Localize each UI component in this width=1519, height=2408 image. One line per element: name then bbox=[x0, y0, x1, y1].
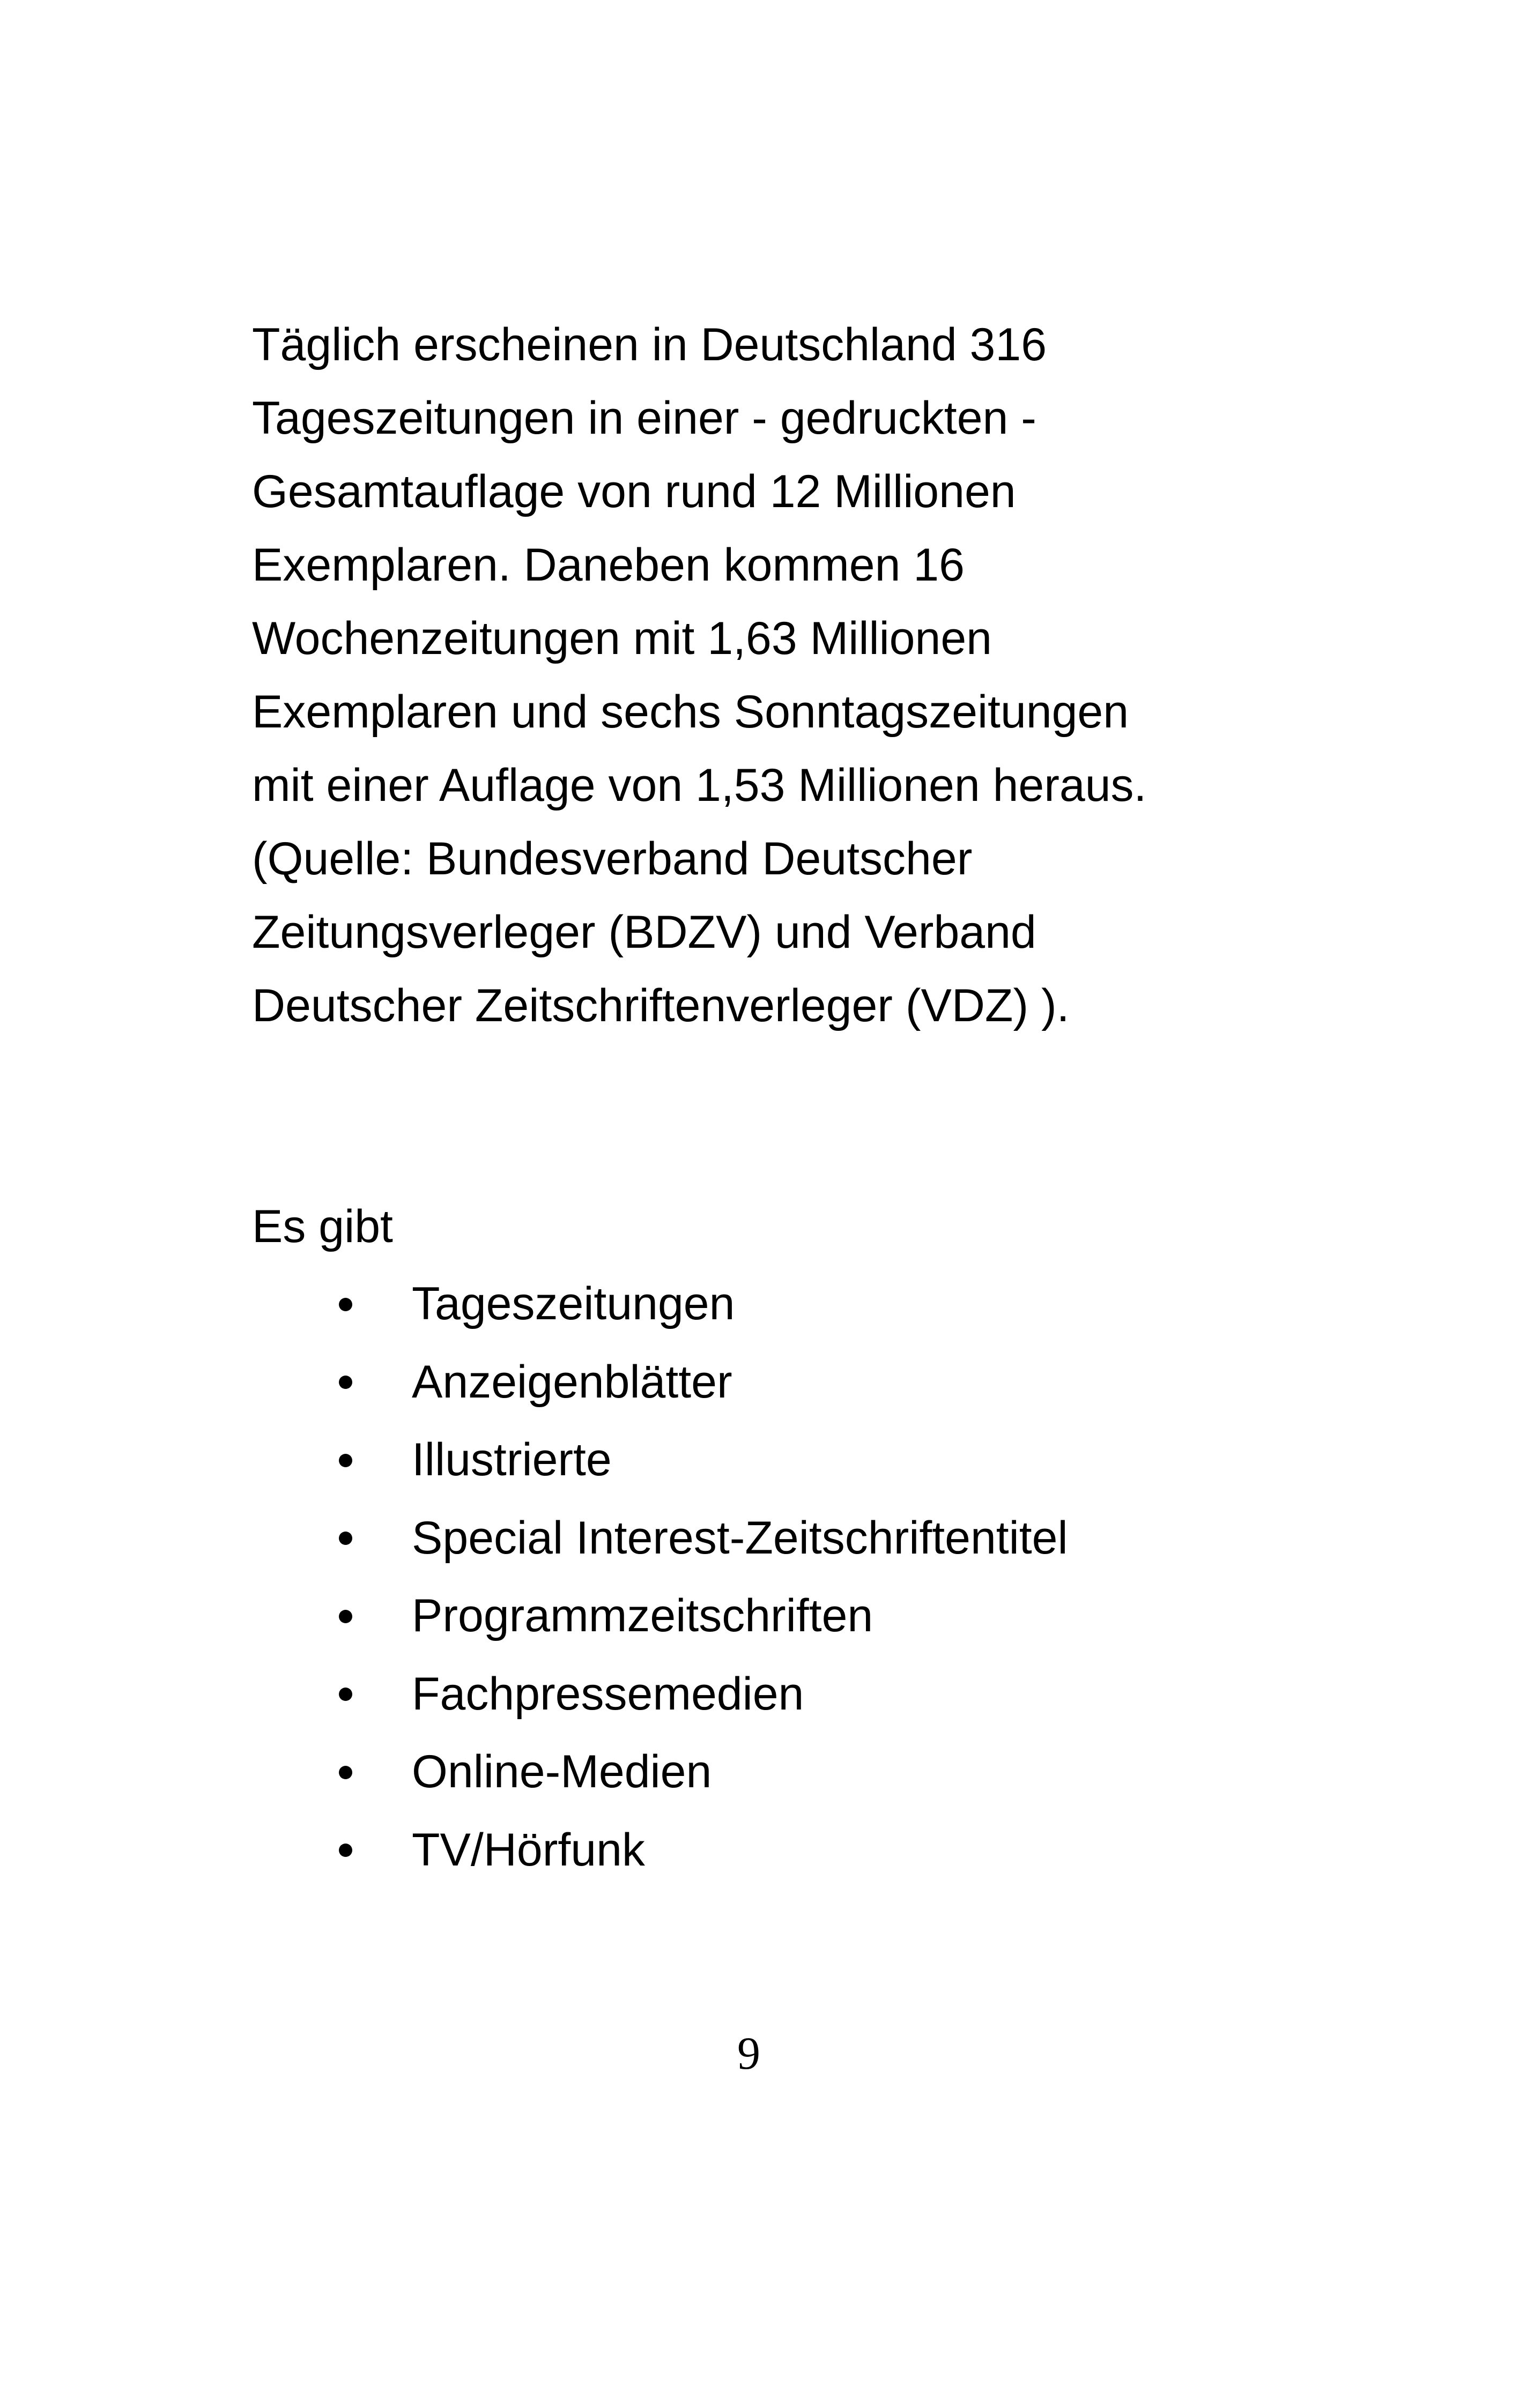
paragraph-line: Deutscher Zeitschriftenverleger (VDZ) ). bbox=[252, 980, 1070, 1031]
list-item-label: Tageszeitungen bbox=[412, 1278, 735, 1329]
body-paragraph bbox=[252, 308, 1324, 1043]
list-item bbox=[252, 1811, 1068, 1890]
bullet-icon bbox=[339, 1532, 352, 1545]
paragraph-line: Exemplaren. Daneben kommen 16 bbox=[252, 539, 965, 591]
list-item bbox=[252, 1733, 1068, 1811]
bullet-icon bbox=[339, 1766, 352, 1779]
list-item-label: Anzeigenblätter bbox=[412, 1356, 732, 1408]
paragraph-line: Exemplaren und sechs Sonntagszeitungen bbox=[252, 686, 1129, 738]
list-item-label: Special Interest-Zeitschriftentitel bbox=[412, 1512, 1068, 1564]
list-item-label: TV/Hörfunk bbox=[412, 1824, 645, 1876]
list-item-label: Fachpressemedien bbox=[412, 1668, 804, 1720]
bullet-icon bbox=[339, 1298, 352, 1311]
bullet-icon bbox=[339, 1688, 352, 1701]
page-number: 9 bbox=[737, 2027, 760, 2079]
bullet-icon bbox=[339, 1454, 352, 1467]
list-item-label: Illustrierte bbox=[412, 1434, 612, 1485]
paragraph-line: (Quelle: Bundesverband Deutscher bbox=[252, 833, 973, 885]
list-item bbox=[252, 1499, 1068, 1578]
list-item-label: Programmzeitschriften bbox=[412, 1590, 873, 1641]
paragraph-line: Wochenzeitungen mit 1,63 Millionen bbox=[252, 613, 992, 664]
paragraph-line: Zeitungsverleger (BDZV) und Verband bbox=[252, 906, 1036, 958]
list-item-label: Online-Medien bbox=[412, 1746, 712, 1797]
list-intro: Es gibt bbox=[252, 1201, 393, 1252]
list-item bbox=[252, 1577, 1068, 1655]
list-item bbox=[252, 1343, 1068, 1422]
list-item bbox=[252, 1655, 1068, 1734]
list-item bbox=[252, 1421, 1068, 1499]
paragraph-line: mit einer Auflage von 1,53 Millionen heraus. bbox=[252, 760, 1147, 811]
paragraph-line: Täglich erscheinen in Deutschland 316 bbox=[252, 319, 1047, 370]
list-item bbox=[252, 1265, 1068, 1343]
bullet-icon bbox=[339, 1844, 352, 1857]
bullet-icon bbox=[339, 1610, 352, 1623]
paragraph-line: Tageszeitungen in einer - gedruckten - bbox=[252, 392, 1036, 444]
paragraph-line: Gesamtauflage von rund 12 Millionen bbox=[252, 466, 1016, 517]
media-type-list bbox=[252, 1265, 1068, 1889]
bullet-icon bbox=[339, 1376, 352, 1389]
